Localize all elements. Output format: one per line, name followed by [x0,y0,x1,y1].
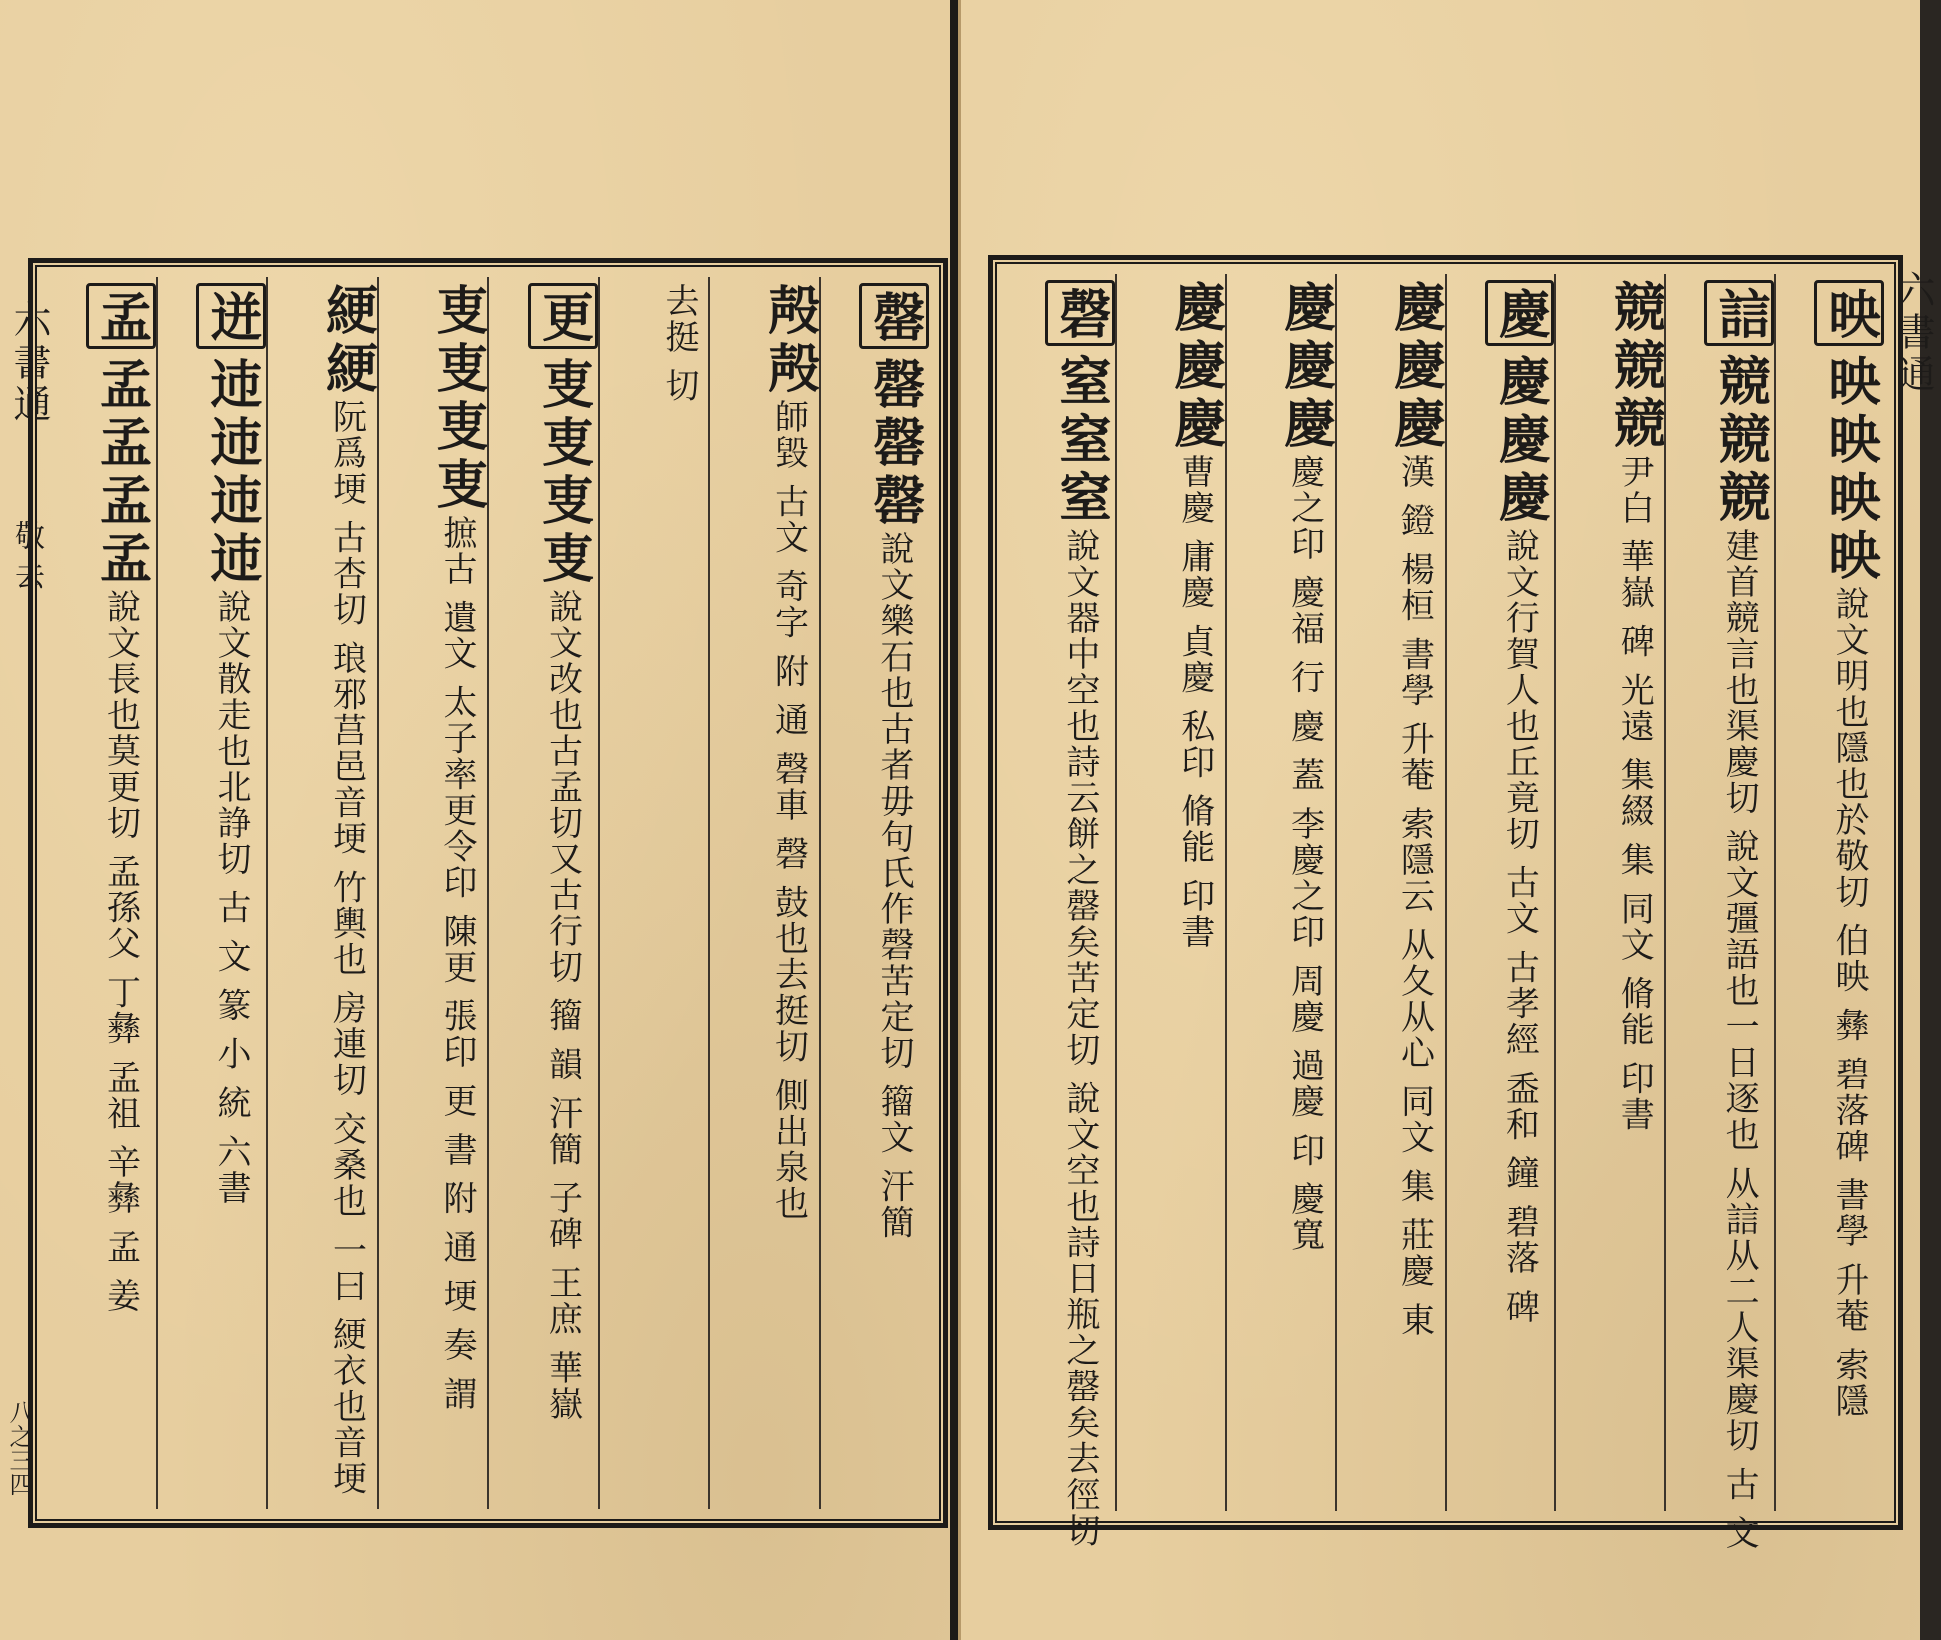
entry-head: 罄 [859,283,929,349]
annotation: 說文行賀人也丘竟切 古文 古孝經 盉和 鐘 碧落 碑 [1499,528,1540,1325]
seal-forms: 叓叓叓叓 [427,283,488,515]
annotation: 說文明也隱也於敬切 伯映 彝 碧落碑 書學 升菴 索隱 [1829,586,1869,1419]
entry-head: 孟 [86,283,156,349]
seal-forms: 窒窒窒 [1049,354,1111,528]
left-column [266,277,377,1509]
margin-title-right: 六書通 [1891,270,1935,396]
seal-forms: 殸殸 [758,283,820,399]
seal-forms: 慶慶慶 [1164,280,1226,454]
right-column [1554,274,1664,1511]
annotation: 漢 鐙 楊桓 書學 升菴 索隱云 从夂从心 同文 集 莊慶 東 [1394,454,1435,1339]
left-columns [47,277,929,1509]
entry-head: 更 [528,283,598,349]
annotation: 去挺 切 [659,283,699,404]
right-columns [1007,274,1884,1552]
left-column [47,277,156,1509]
left-text-frame [28,258,948,1528]
entry-head: 迸 [196,283,266,349]
seal-forms: 競競競 [1604,280,1666,454]
annotation: 曹慶 庸慶 貞慶 私印 脩能 印書 [1174,454,1215,951]
seal-forms: 慶慶慶 [1489,354,1551,528]
seal-forms: 叓叓叓叓 [532,357,594,589]
left-column [708,277,819,1509]
seal-forms: 罄罄罄 [864,357,925,531]
right-page [958,0,1935,1640]
seal-forms: 慶慶慶 [1274,280,1336,454]
left-column [487,277,598,1509]
annotation: 師毀 古文 奇字 附 通 磬車 磬 鼓也去挺切 側出泉也 [768,399,809,1222]
right-column [1774,274,1884,1511]
left-page [0,0,953,1640]
annotation: 摭古 遺文 太子率更令印 陳更 張印 更 書 附 通 埂 奏 謂 [437,515,477,1412]
seal-forms: 䢌䢌䢌䢌 [201,357,262,589]
entry-head: 慶 [1485,280,1555,346]
annotation: 慶之印 慶福 行 慶 蓋 李慶之印 周慶 過慶 印 慶寬 [1284,454,1325,1254]
entry-head: 映 [1814,280,1884,346]
seal-forms: 映映映映 [1819,354,1880,586]
seal-forms: 慶慶慶 [1384,280,1446,454]
annotation: 尹白 華嶽 碑 光遠 集綴 集 同文 脩能 印書 [1614,454,1655,1133]
annotation: 說文樂石也古者毋句氏作磬苦定切 籀文 汗簡 [874,531,914,1241]
margin-title-left: 六書通 [7,300,51,426]
right-column [1445,274,1555,1511]
book-gutter [950,0,958,1640]
seal-forms: 綆綆 [316,283,378,399]
right-column [1007,274,1115,1549]
annotation: 說文改也古孟切又古行切 籀 韻 汗簡 子碑 王庶 華嶽 [542,589,583,1422]
annotation: 說文器中空也詩云餅之罄矣苦定切 說文空也詩日瓶之罄矣去徑切 [1059,528,1100,1549]
right-text-frame [988,255,1903,1552]
right-column [1664,274,1774,1552]
right-column [1335,274,1445,1511]
left-column [819,277,930,1509]
folio-number-left: 八之三四 [5,1400,33,1496]
annotation: 說文長也莫更切 孟孫父 丁彝 孟祖 辛彝 孟 姜 [100,589,141,1314]
left-column [156,277,267,1509]
annotation: 說文散走也北諍切 古 文 篆 小 統 六書 [211,589,251,1206]
seal-forms: 孟孟孟孟 [90,357,152,589]
margin-subtitle-left: 敬 去 [9,520,44,590]
annotation: 建首競言也渠慶切 說文彊語也一日逐也 从誩从二人渠慶切 古 文 [1719,528,1760,1552]
left-column [598,277,709,1509]
left-column [377,277,488,1509]
right-column [1115,274,1225,1511]
seal-forms: 競競競 [1709,354,1771,528]
entry-head: 磬 [1045,280,1115,346]
annotation: 阮爲埂 古杏切 琅邪莒邑音埂 竹輿也 房連切 交桑也 一曰 綆衣也音埂 [326,399,367,1497]
right-column [1225,274,1335,1511]
entry-head: 誩 [1704,280,1774,346]
